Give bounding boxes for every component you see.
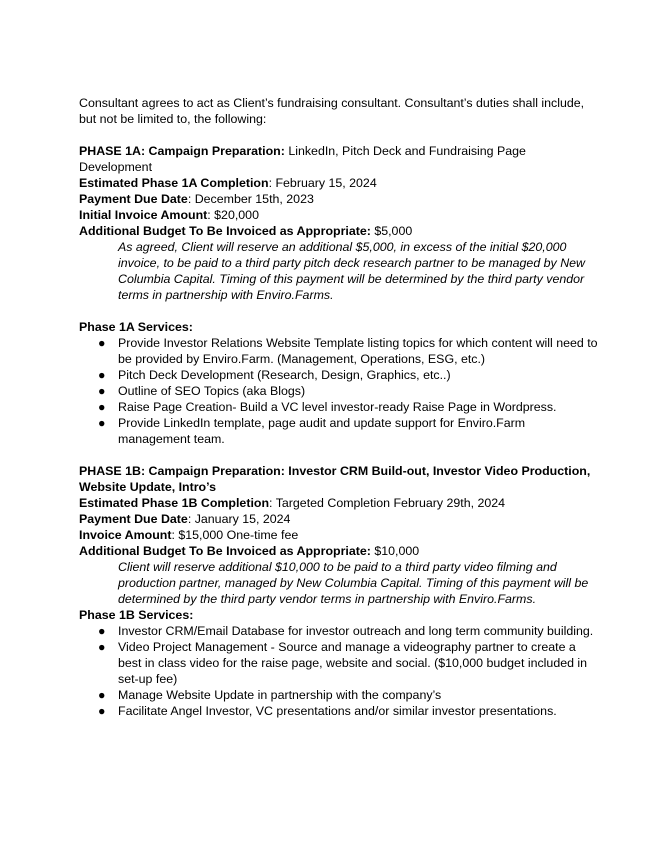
bullet-icon: ●	[98, 400, 106, 414]
bullet-icon: ●	[98, 624, 106, 638]
phase-1b-additional-budget: Additional Budget To Be Invoiced as Appropriate: $10,000	[79, 544, 420, 558]
bullet-icon: ●	[98, 688, 106, 702]
phase-1b-completion: Estimated Phase 1B Completion: Targeted Completion February 29th, 2024	[79, 496, 506, 510]
phase-1b-invoice-amount: Invoice Amount: $15,000 One-time fee	[79, 528, 299, 542]
list-item: ● Manage Website Update in partnership with the company’s	[98, 688, 442, 702]
intro-paragraph: Consultant agrees to act as Client’s fundraising consultant. Consultant’s duties shall include, but not be limited to, the following:	[79, 96, 585, 126]
list-item: ● Investor CRM/Email Database for investor outreach and long term community building.	[98, 624, 594, 638]
phase-1b-payment-due: Payment Due Date: January 15, 2024	[79, 512, 291, 526]
bullet-icon: ●	[98, 336, 106, 350]
bullet-icon: ●	[98, 384, 106, 398]
list-item: ● Provide Investor Relations Website Template listing topics for which content will need to be provided by Enviro.Farm. (Management, Operations, ESG, etc.)	[98, 336, 598, 366]
list-item: ● Video Project Management - Source and manage a videography partner to create a best in class video for the raise page, website and social. ($10,000 budget included in set-up fee)	[98, 640, 588, 686]
phase-1a-services-title: Phase 1A Services:	[79, 320, 193, 334]
phase-1a-payment-due: Payment Due Date: December 15th, 2023	[79, 192, 314, 206]
phase-1b-heading: PHASE 1B: Campaign Preparation: Investor CRM Build-out, Investor Video Production, Website Update, Intro’s	[79, 464, 591, 494]
bullet-icon: ●	[98, 416, 106, 430]
bullet-icon: ●	[98, 640, 106, 654]
list-item: ● Pitch Deck Development (Research, Design, Graphics, etc..)	[98, 368, 451, 382]
list-item: ● Facilitate Angel Investor, VC presentations and/or similar investor presentations.	[98, 704, 557, 718]
phase-1b-services-list	[79, 623, 599, 719]
phase-1a-additional-budget: Additional Budget To Be Invoiced as Appropriate: $5,000	[79, 224, 413, 238]
phase-1b-services-title: Phase 1B Services:	[79, 608, 194, 622]
phase-1b-budget-note: Client will reserve additional $10,000 to be paid to a third party video filming and production partner, managed by New Columbia Capital. Timing of this payment will be determined by the third party vendor terms in partnership with Enviro.Farms.	[118, 560, 589, 606]
phase-1a-title: PHASE 1A: Campaign Preparation:	[79, 144, 285, 158]
phase-1a-heading	[79, 143, 599, 175]
bullet-icon: ●	[98, 704, 106, 718]
phase-1a-services-list	[79, 335, 599, 447]
bullet-icon: ●	[98, 368, 106, 382]
phase-1a-budget-note: As agreed, Client will reserve an additional $5,000, in excess of the initial $20,000 invoice, to be paid to a third party pitch deck research partner to be managed by New Columbia Capital. Timing of this payment will be determined by the third party vendor terms in partnership with Enviro.Farms.	[118, 240, 585, 302]
document-page	[79, 95, 599, 719]
phase-1a-invoice-amount: Initial Invoice Amount: $20,000	[79, 208, 259, 222]
list-item: ● Raise Page Creation- Build a VC level investor-ready Raise Page in Wordpress.	[98, 400, 557, 414]
phase-1a-completion: Estimated Phase 1A Completion: February 15, 2024	[79, 176, 377, 190]
list-item: ● Outline of SEO Topics (aka Blogs)	[98, 384, 306, 398]
phase-1a-subtitle: LinkedIn, Pitch Deck and Fundraising Page Development	[79, 144, 526, 174]
list-item: ● Provide LinkedIn template, page audit and update support for Enviro.Farm management team.	[98, 416, 526, 446]
